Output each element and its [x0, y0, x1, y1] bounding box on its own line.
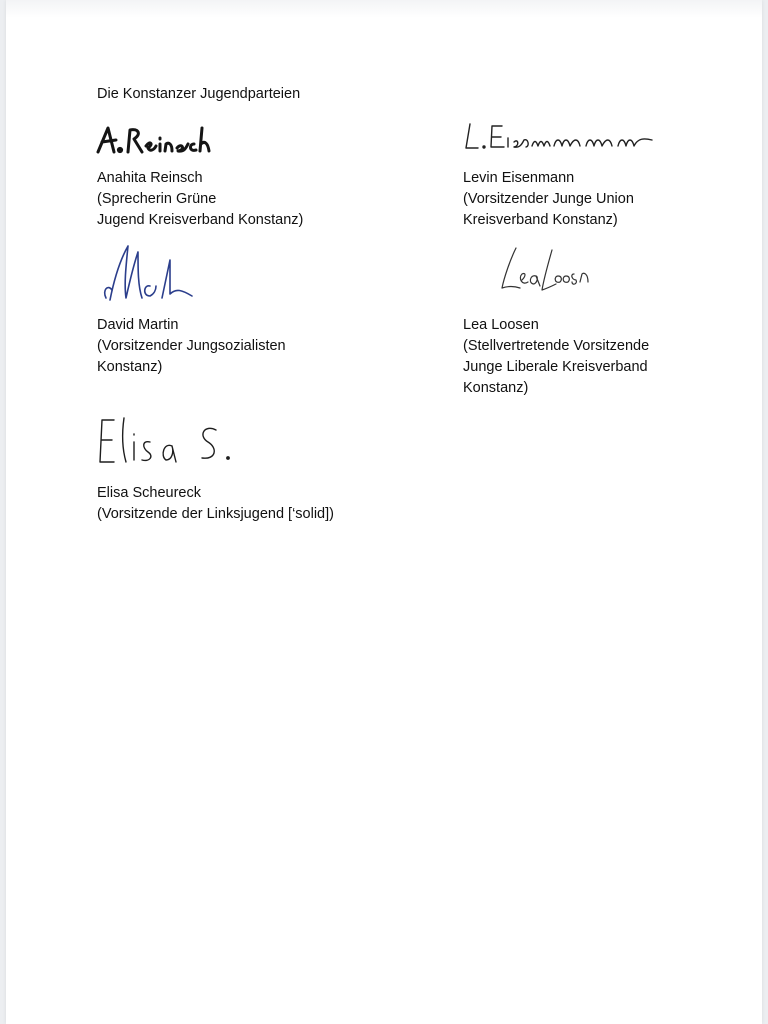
signature-loosen	[496, 242, 596, 298]
signatory-role: Konstanz)	[463, 380, 529, 396]
signature-martin	[98, 240, 198, 306]
signatory-role: Kreisverband Konstanz)	[463, 212, 618, 228]
signatory-role: Konstanz)	[97, 359, 163, 375]
signatory-name: Elisa Scheureck	[97, 485, 201, 501]
signatory-role: (Vorsitzender Jungsozialisten	[97, 338, 286, 354]
signatory-role: (Vorsitzender Junge Union	[463, 191, 634, 207]
signatory-name: Lea Loosen	[463, 317, 539, 333]
signatory-role: (Stellvertretende Vorsitzende	[463, 338, 650, 354]
signature-reinsch	[94, 122, 224, 158]
signature-eisenmann	[462, 116, 662, 156]
signatory-name: David Martin	[97, 317, 179, 333]
signatory-role: (Sprecherin Grüne	[97, 191, 217, 207]
signatory-role: (Vorsitzende der Linksjugend [‘solid])	[97, 506, 334, 522]
signatory-role: Jugend Kreisverband Konstanz)	[97, 212, 304, 228]
signatory-name: Anahita Reinsch	[97, 170, 203, 186]
signatory-name: Levin Eisenmann	[463, 170, 575, 186]
signatory-block-reinsch	[97, 168, 303, 231]
top-shade	[6, 0, 762, 18]
document-heading: Die Konstanzer Jugendparteien	[97, 86, 301, 102]
signatory-block-scheureck	[97, 483, 334, 525]
signatory-role: Junge Liberale Kreisverband	[463, 359, 648, 375]
signatory-block-eisenmann	[463, 168, 634, 231]
document-page	[6, 0, 762, 1024]
signatory-block-loosen	[463, 315, 649, 399]
signature-scheureck	[92, 412, 242, 470]
signatory-block-martin	[97, 315, 286, 378]
